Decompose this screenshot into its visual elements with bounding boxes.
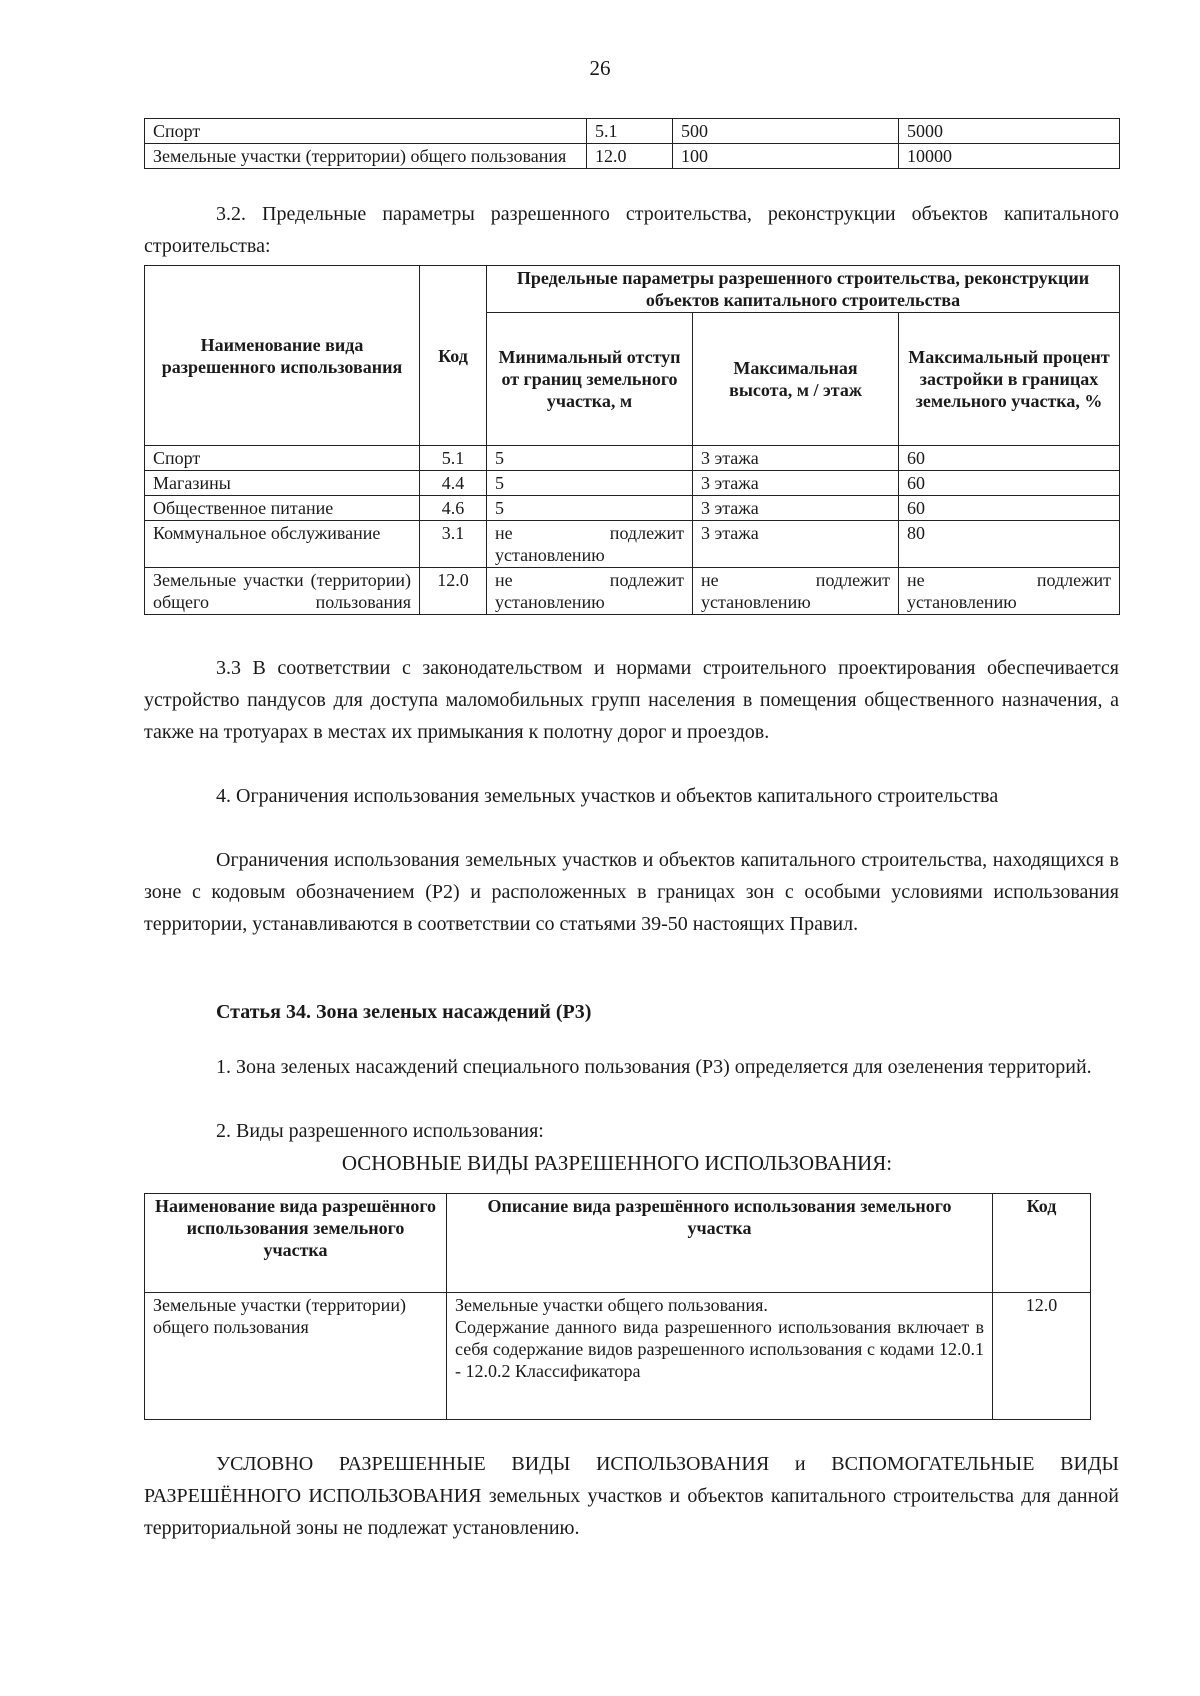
cell-percent: 60 [899, 446, 1120, 471]
header-name: Наименование вида разрешённого использования земельного участка [145, 1194, 447, 1293]
page-number: 26 [589, 56, 611, 80]
header-code: Код [420, 266, 487, 446]
cell-percent: 60 [899, 471, 1120, 496]
description-line-1: Земельные участки общего пользования. [455, 1295, 768, 1315]
table-row [145, 119, 1120, 144]
paragraph-4-body: Ограничения использования земельных участков и объектов капитального строительства, находящихся в зоне с кодовым обозначением (Р2) и расположенных в границах зон с особыми условиями использования территории, устанавливаются в соответствии со статьями 39-50 настоящих Правил. [144, 849, 1119, 935]
cell-name: Спорт [145, 119, 587, 144]
parameters-table [144, 265, 1120, 615]
cell-code: 5.1 [420, 446, 487, 471]
paragraph-4-title: 4. Ограничения использования земельных участков и объектов капитального строительства [216, 785, 999, 807]
cell-code: 5.1 [587, 119, 673, 144]
cell-code: 12.0 [587, 144, 673, 169]
table-row [145, 471, 1120, 496]
cell-name: Спорт [145, 446, 420, 471]
table-row [145, 144, 1120, 169]
table-row [145, 568, 1120, 615]
header-min-offset: Минимальный отступ от границ земельного участка, м [487, 313, 693, 446]
header-max-percent: Максимальный процент застройки в границах земельного участка, % [899, 313, 1120, 446]
cell-value: 5000 [899, 119, 1120, 144]
cell-height: 3 этажа [693, 446, 899, 471]
table-row [145, 521, 1120, 568]
cell-code: 4.6 [420, 496, 487, 521]
cell-value: 500 [673, 119, 899, 144]
cell-value: 10000 [899, 144, 1120, 169]
cell-name: Земельные участки (территории) общего пользования [145, 1293, 447, 1420]
cell-percent: 80 [899, 521, 1120, 568]
main-types-table [144, 1193, 1091, 1420]
cell-description [447, 1293, 993, 1420]
cell-offset: не подлежит установлению [487, 568, 693, 615]
cell-offset: 5 [487, 446, 693, 471]
cell-height: 3 этажа [693, 521, 899, 568]
description-line-2: Содержание данного вида разрешенного использования включает в себя содержание видов разрешенного использования с кодами 12.0.1 - 12.0.2 Классификатора [455, 1317, 984, 1381]
cell-code: 3.1 [420, 521, 487, 568]
cell-offset: 5 [487, 471, 693, 496]
table-row [145, 496, 1120, 521]
main-types-caption: ОСНОВНЫЕ ВИДЫ РАЗРЕШЕННОГО ИСПОЛЬЗОВАНИЯ: [341, 1151, 893, 1175]
cell-name: Земельные участки (территории) общего пользования [145, 568, 420, 615]
cell-percent: не подлежит установлению [899, 568, 1120, 615]
paragraph-3-2: 3.2. Предельные параметры разрешенного строительства, реконструкции объектов капитального строительства: [144, 203, 1119, 257]
paragraph-article-2: 2. Виды разрешенного использования: [216, 1120, 544, 1142]
cell-name: Магазины [145, 471, 420, 496]
cell-value: 100 [673, 144, 899, 169]
final-paragraph: УСЛОВНО РАЗРЕШЕННЫЕ ВИДЫ ИСПОЛЬЗОВАНИЯ и ВСПОМОГАТЕЛЬНЫЕ ВИДЫ РАЗРЕШЁННОГО ИСПОЛЬЗОВАНИЯ земельных участков и объектов капитального строительства для данной территориальной зоны не подлежат установлению. [144, 1453, 1119, 1539]
cell-height: 3 этажа [693, 496, 899, 521]
header-max-height: Максимальная высота, м / этаж [693, 313, 899, 446]
article-heading: Статья 34. Зона зеленых насаждений (Р3) [216, 1001, 592, 1023]
table-row [145, 1293, 1091, 1420]
paragraph-article-1: 1. Зона зеленых насаждений специального пользования (Р3) определяется для озеленения территорий. [216, 1056, 1092, 1078]
cell-offset: 5 [487, 496, 693, 521]
cell-offset: не подлежит установлению [487, 521, 693, 568]
header-description: Описание вида разрешённого использования земельного участка [447, 1194, 993, 1293]
cell-name: Земельные участки (территории) общего пользования [145, 144, 587, 169]
paragraph-3-3: 3.3 В соответствии с законодательством и нормами строительного проектирования обеспечивается устройство пандусов для доступа маломобильных групп населения в помещения общественного назначения, а также на тротуарах в местах их примыкания к полотну дорог и проездов. [144, 657, 1119, 743]
cell-code: 12.0 [993, 1293, 1091, 1420]
cell-height: 3 этажа [693, 471, 899, 496]
table-row [145, 446, 1120, 471]
header-code: Код [993, 1194, 1091, 1293]
header-name: Наименование вида разрешенного использования [145, 266, 420, 446]
cell-height: не подлежит установлению [693, 568, 899, 615]
header-group: Предельные параметры разрешенного строительства, реконструкции объектов капитального строительства [487, 266, 1120, 313]
cell-percent: 60 [899, 496, 1120, 521]
cell-code: 4.4 [420, 471, 487, 496]
cell-code: 12.0 [420, 568, 487, 615]
cell-name: Общественное питание [145, 496, 420, 521]
table-continuation [144, 118, 1120, 169]
cell-name: Коммунальное обслуживание [145, 521, 420, 568]
